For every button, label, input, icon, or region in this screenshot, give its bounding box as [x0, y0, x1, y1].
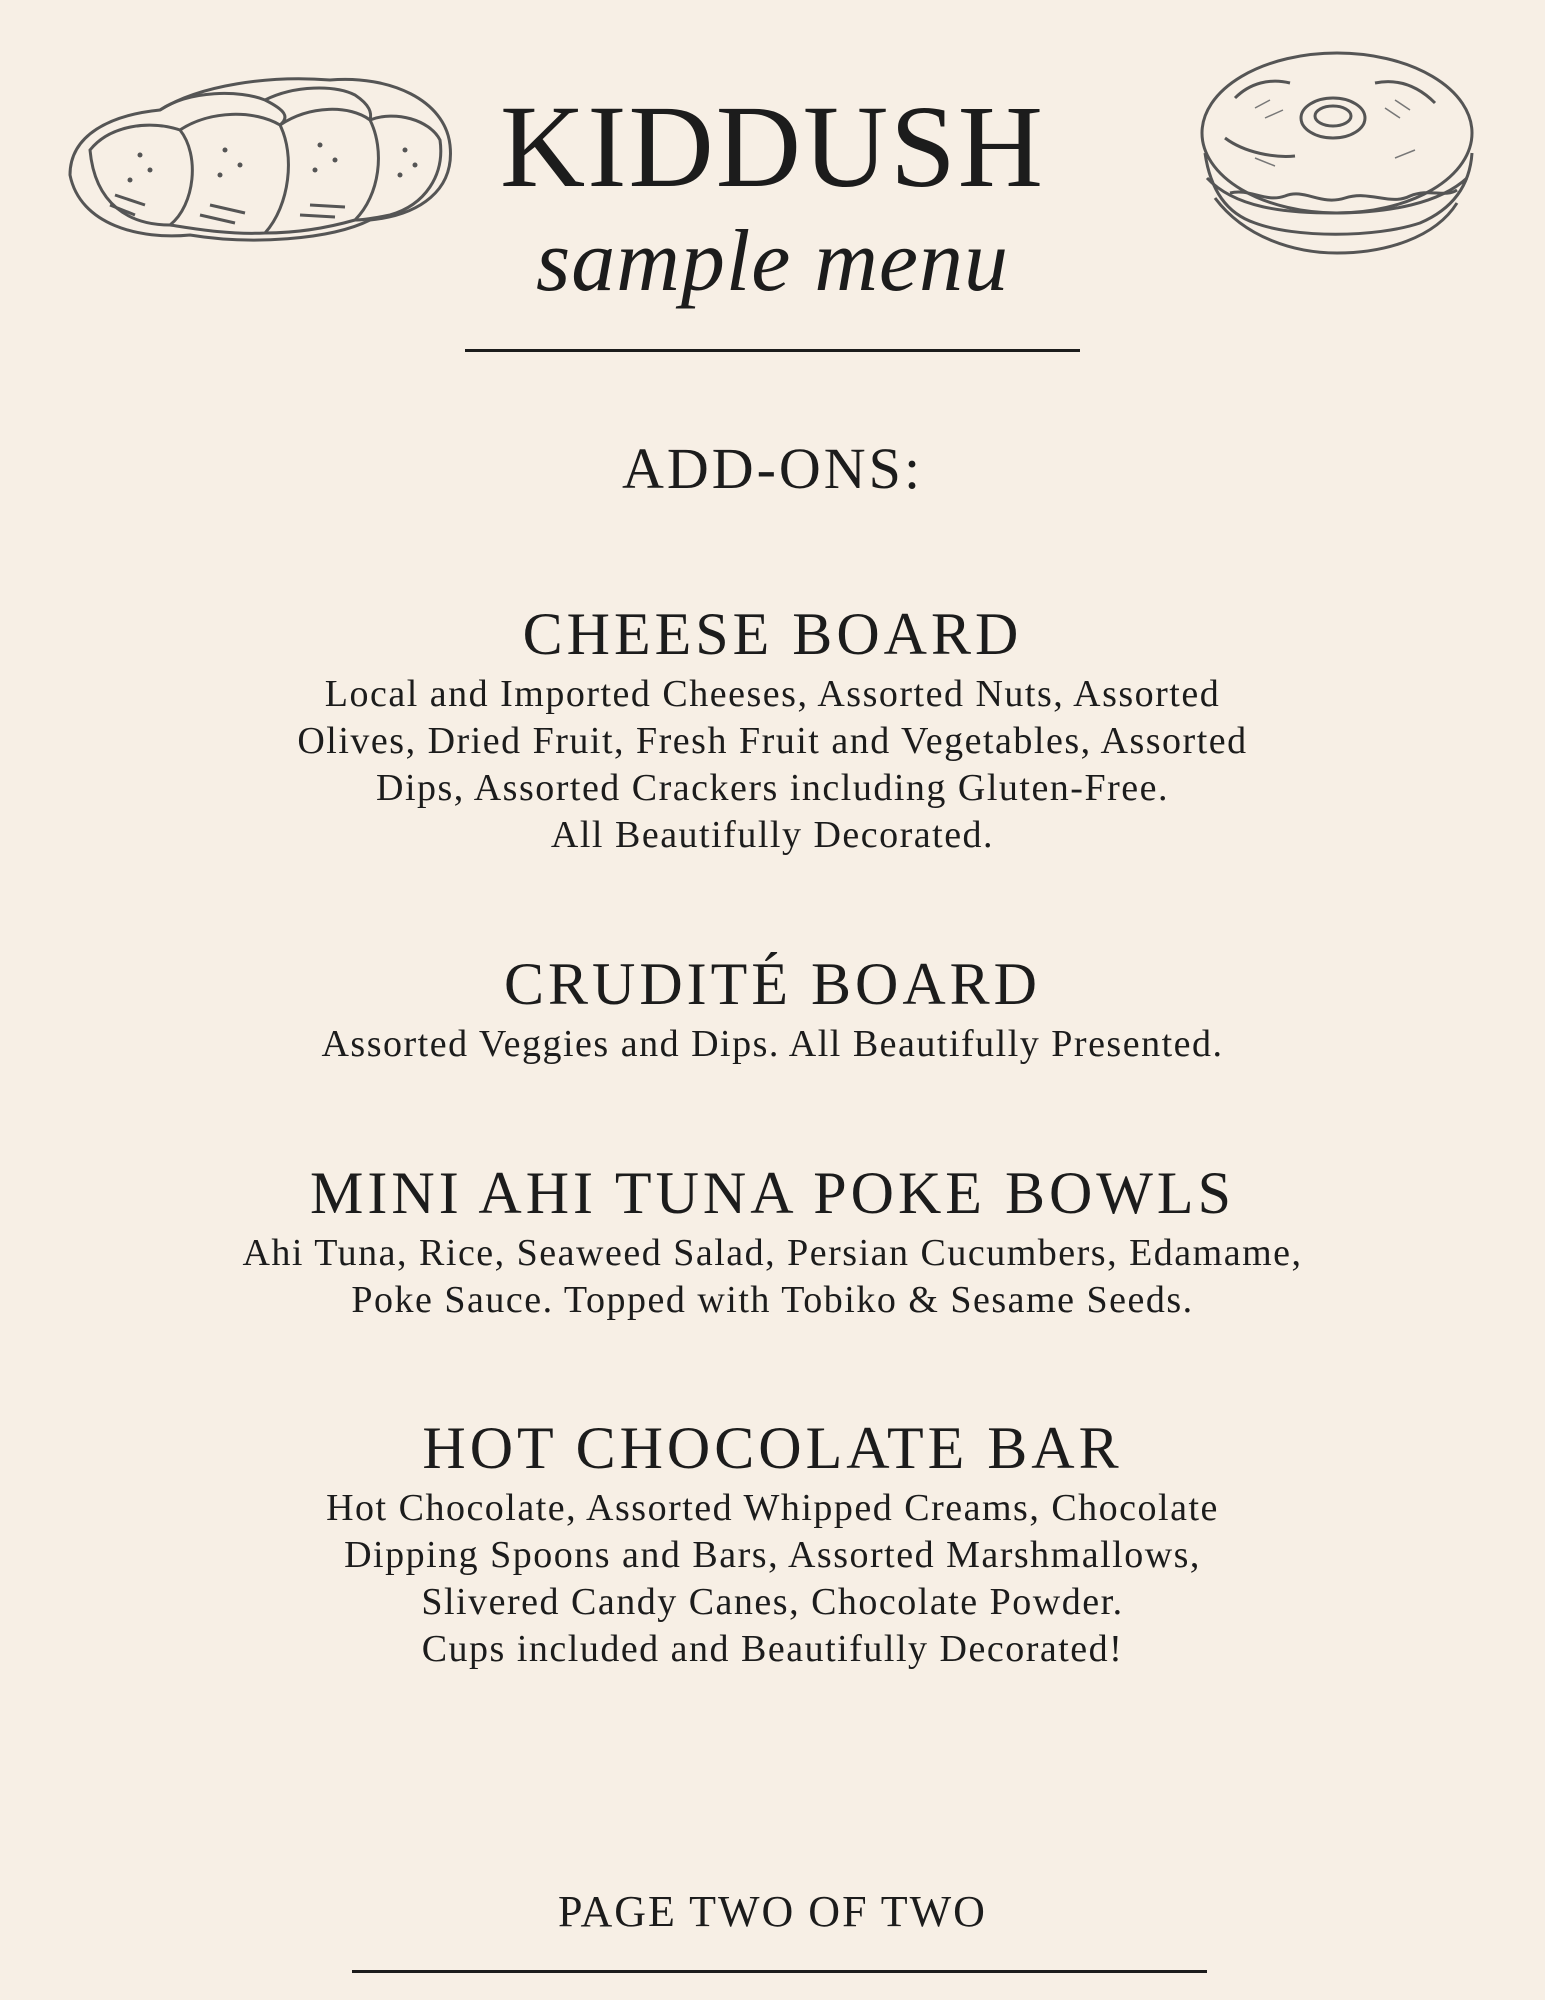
footer-divider [352, 1970, 1207, 1973]
menu-item-poke-bowls [0, 1160, 1545, 1324]
page-subtitle: sample menu [536, 213, 1009, 310]
menu-item-description: Assorted Veggies and Dips. All Beautifully Presented. [321, 1023, 1224, 1065]
menu-item-title: MINI AHI TUNA POKE BOWLS [310, 1160, 1235, 1226]
menu-item-hot-chocolate-bar [0, 1415, 1545, 1673]
menu-item-description: Local and Imported Cheeses, Assorted Nuts, Assorted Olives, Dried Fruit, Fresh Fruit and Vegetables, Assorted Dips, Assorted Crackers including Gluten-Free. All Beautifully Decorated. [297, 673, 1248, 856]
header-divider [465, 349, 1080, 352]
page-footer: PAGE TWO OF TWO [558, 1887, 987, 1936]
menu-item-cheese-board [0, 601, 1545, 859]
section-heading: ADD-ONS: [621, 436, 924, 501]
menu-item-description: Ahi Tuna, Rice, Seaweed Salad, Persian Cucumbers, Edamame, Poke Sauce. Topped with Tobiko & Sesame Seeds. [242, 1232, 1303, 1321]
menu-item-title: CRUDITÉ BOARD [503, 951, 1041, 1017]
menu-item-title: HOT CHOCOLATE BAR [422, 1415, 1123, 1481]
menu-item-crudite-board [0, 951, 1545, 1068]
page-title: KIDDUSH [500, 81, 1045, 212]
menu-item-title: CHEESE BOARD [522, 601, 1023, 667]
menu-item-description: Hot Chocolate, Assorted Whipped Creams, Chocolate Dipping Spoons and Bars, Assorted Marshmallows, Slivered Candy Canes, Chocolate Powder. Cups included and Beautifully Decorated! [326, 1487, 1219, 1670]
